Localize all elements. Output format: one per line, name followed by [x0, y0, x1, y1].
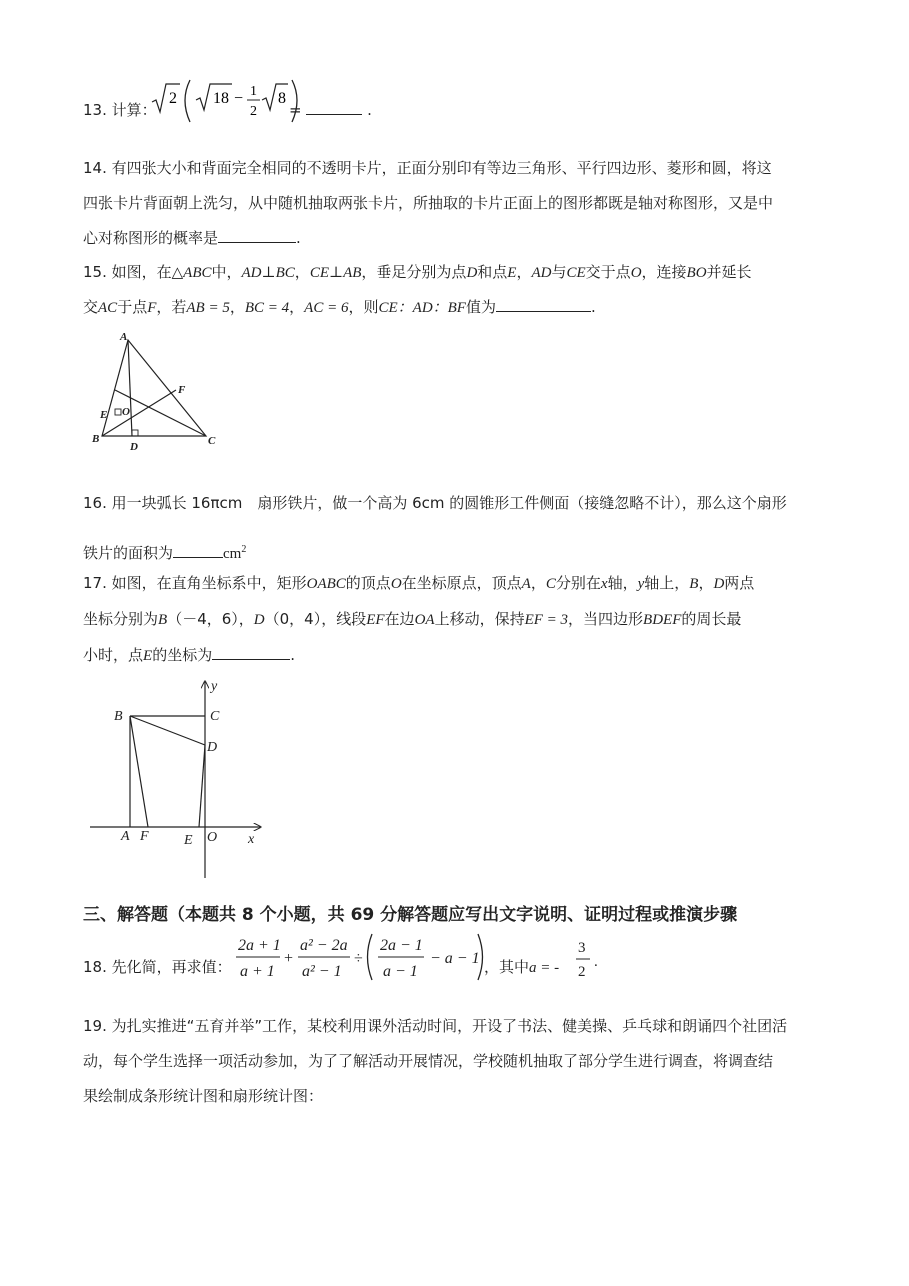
q17-math: C — [545, 576, 556, 592]
q17-line1 — [83, 573, 754, 594]
q17-text: 的坐标为 — [152, 646, 213, 664]
q17-text: 轴上， — [644, 574, 690, 592]
q16-line1: 16. 用一块弧长 16πcm 扇形铁片，做一个高为 6cm 的圆锥形工件侧面（接缝忽略不计），那么这个扇形 — [83, 494, 787, 512]
section-three-heading: 三、解答题（本题共 8 个小题，共 69 分解答题应写出文字说明、证明过程或推演步骤 — [83, 905, 738, 925]
q15-math: △ABC — [171, 265, 212, 281]
segment-bf — [130, 716, 148, 827]
q17-math: O — [390, 576, 402, 592]
q15-text: ， — [289, 298, 305, 316]
q19-line3: 果绘制成条形统计图和扇形统计图： — [83, 1087, 324, 1105]
q17-math: D — [713, 576, 725, 592]
q17-math: A — [521, 576, 531, 592]
q17-text: 在坐标原点，顶点 — [401, 574, 522, 592]
q15-text: 并延长 — [706, 263, 752, 281]
label-a: A — [120, 331, 128, 343]
label-c: C — [208, 435, 216, 447]
q17-math: E — [143, 648, 153, 664]
label-b: B — [92, 433, 100, 445]
q17-text: 的周长最 — [681, 610, 742, 628]
label-e: E — [184, 833, 193, 848]
q14-line3 — [83, 228, 301, 248]
label-o: O — [207, 830, 218, 845]
q17-math: D — [253, 612, 265, 628]
right-angle-e — [115, 409, 121, 415]
segment-bd — [130, 716, 205, 745]
q17-blank — [212, 645, 290, 660]
q17-text: 分别在 — [555, 574, 601, 592]
q15-text: 与 — [551, 263, 567, 281]
q13-prefix: 13. 计算： — [83, 101, 157, 119]
q17-text: 17. 如图，在直角坐标系中，矩形 — [83, 574, 307, 592]
label-b: B — [114, 709, 123, 724]
q17-text: ，当四边形 — [568, 610, 644, 628]
q15-math: O — [630, 265, 642, 281]
q17-figure — [88, 676, 268, 881]
q17-math: OABC — [306, 576, 346, 592]
q15-math: AD⊥BC — [241, 265, 295, 281]
q17-text: （0，4），线段 — [264, 610, 367, 628]
q15-math: F — [147, 300, 157, 316]
q15-text: 交于点 — [585, 263, 631, 281]
q17-math: y — [637, 576, 645, 592]
q16-line2 — [83, 540, 246, 564]
q15-math: AC = 6 — [304, 300, 349, 316]
q14-blank — [218, 228, 296, 243]
q13-sqrt2: 2 — [169, 90, 177, 107]
q15-text: 和点 — [477, 263, 508, 281]
q15-math: AC — [98, 300, 118, 316]
q15-text: ， — [516, 263, 532, 281]
q13-end: . — [367, 101, 372, 119]
q15-text: 值为 — [465, 298, 496, 316]
q15-text: ，垂足分别为点 — [361, 263, 467, 281]
q17-text: 轴， — [607, 574, 638, 592]
q15-math: E — [507, 265, 517, 281]
q18-f1-num: 2a + 1 — [238, 937, 281, 954]
label-d: D — [130, 441, 138, 453]
q15-text: ， — [294, 263, 310, 281]
label-f: F — [140, 829, 149, 844]
q17-text: ， — [530, 574, 546, 592]
label-f: F — [178, 384, 186, 396]
q14-end: . — [296, 229, 301, 247]
q18-prefix: 18. 先化简，再求值： — [83, 958, 232, 976]
q17-text: （－4，6）， — [167, 610, 254, 628]
q18-end: . — [594, 954, 598, 970]
q18-tail — [484, 957, 559, 978]
label-a: A — [121, 829, 130, 844]
q13-frac-num: 1 — [250, 84, 257, 99]
q15-math: BO — [686, 265, 707, 281]
q15-figure — [90, 330, 230, 455]
q17-math: B — [158, 612, 168, 628]
q18-where: ，其中 — [484, 958, 530, 976]
q14-line2: 四张卡片背面朝上洗匀，从中随机抽取两张卡片，所抽取的卡片正面上的图形都既是轴对称图形，又是中 — [83, 194, 774, 212]
q19-line1: 19. 为扎实推进“五育并举”工作，某校利用课外活动时间，开设了书法、健美操、乒乓球和朗诵四个社团活 — [83, 1017, 788, 1035]
q18-val-num: 3 — [578, 940, 586, 956]
q15-text: 15. 如图，在 — [83, 263, 172, 281]
q15-text: 中， — [211, 263, 242, 281]
q18-plus: + — [284, 950, 294, 967]
q14-line1: 14. 有四张大小和背面完全相同的不透明卡片，正面分别印有等边三角形、平行四边形、菱形和圆，将这 — [83, 159, 772, 177]
q16-unit: cm — [223, 546, 242, 562]
q17-line3 — [83, 645, 295, 666]
q15-text: ，则 — [348, 298, 379, 316]
q15-math: CE — [566, 265, 586, 281]
q18-value — [574, 936, 614, 982]
label-d: D — [207, 740, 218, 755]
q15-math: BC = 4 — [244, 300, 290, 316]
q19-line2: 动，每个学生选择一项活动参加，为了了解活动开展情况，学校随机抽取了部分学生进行调查，将调查结 — [83, 1052, 774, 1070]
q18-f2-num: a² − 2a — [300, 937, 348, 954]
q17-math: EF — [366, 612, 385, 628]
q18-val-den: 2 — [578, 964, 586, 980]
q17-math: x — [600, 576, 608, 592]
q15-math: AB = 5 — [186, 300, 230, 316]
q15-text: 交 — [83, 298, 99, 316]
triangle-abc — [102, 340, 206, 436]
q13-frac-den: 2 — [250, 104, 257, 119]
q13-minus: − — [234, 90, 244, 107]
q15-line2 — [83, 297, 596, 318]
q17-text: 上移动，保持 — [434, 610, 525, 628]
q18-rest: − a − 1 — [430, 950, 480, 967]
q18-f1-den: a + 1 — [240, 963, 275, 980]
label-y: y — [211, 679, 218, 694]
q18-f2-den: a² − 1 — [302, 963, 342, 980]
q18-div: ÷ — [354, 950, 363, 967]
q15-text: 于点 — [117, 298, 148, 316]
q17-text: 在边 — [384, 610, 415, 628]
q18-a-eq: a = - — [529, 960, 560, 976]
q17-text: 的顶点 — [345, 574, 391, 592]
q18-f3-den: a − 1 — [383, 963, 418, 980]
q17-text: ， — [698, 574, 714, 592]
q15-end: . — [591, 298, 596, 316]
q15-math: AD — [531, 265, 552, 281]
q14-line3-text: 心对称图形的概率是 — [83, 229, 219, 247]
q17-math: B — [689, 576, 699, 592]
q16-blank — [173, 543, 223, 558]
right-angle-d — [132, 430, 138, 436]
q18-prefix-line — [83, 957, 232, 977]
q16-text: 铁片的面积为 — [83, 544, 174, 562]
label-o: O — [122, 406, 130, 418]
q13-sqrt8: 8 — [278, 90, 286, 107]
q17-math: BDEF — [643, 612, 682, 628]
q15-text: ，连接 — [641, 263, 687, 281]
label-c: C — [210, 709, 220, 724]
q15-math: D — [466, 265, 478, 281]
q17-end: . — [290, 646, 295, 664]
q13-sqrt18: 18 — [213, 90, 229, 107]
q17-math: EF = 3 — [524, 612, 569, 628]
q16-unit-sup: 2 — [241, 544, 247, 555]
q17-math: OA — [414, 612, 435, 628]
q17-line2 — [83, 609, 741, 630]
label-e: E — [100, 409, 108, 421]
segment-de — [199, 745, 205, 827]
q17-text: 坐标分别为 — [83, 610, 159, 628]
segment-ad — [128, 340, 132, 436]
q15-math: CE：AD：BF — [378, 300, 466, 316]
q17-text: 小时，点 — [83, 646, 144, 664]
q13-blank — [306, 100, 362, 115]
q17-text: 两点 — [724, 574, 755, 592]
q13-equals-text: = — [289, 101, 302, 119]
q15-text: ， — [229, 298, 245, 316]
q15-text: ，若 — [156, 298, 187, 316]
q18-f3-num: 2a − 1 — [380, 937, 423, 954]
q13-answer — [289, 100, 372, 120]
q15-math: CE⊥AB — [309, 265, 362, 281]
label-x: x — [248, 832, 255, 847]
q13-line — [83, 100, 157, 120]
q15-line1 — [83, 262, 752, 283]
q15-blank — [496, 297, 591, 312]
